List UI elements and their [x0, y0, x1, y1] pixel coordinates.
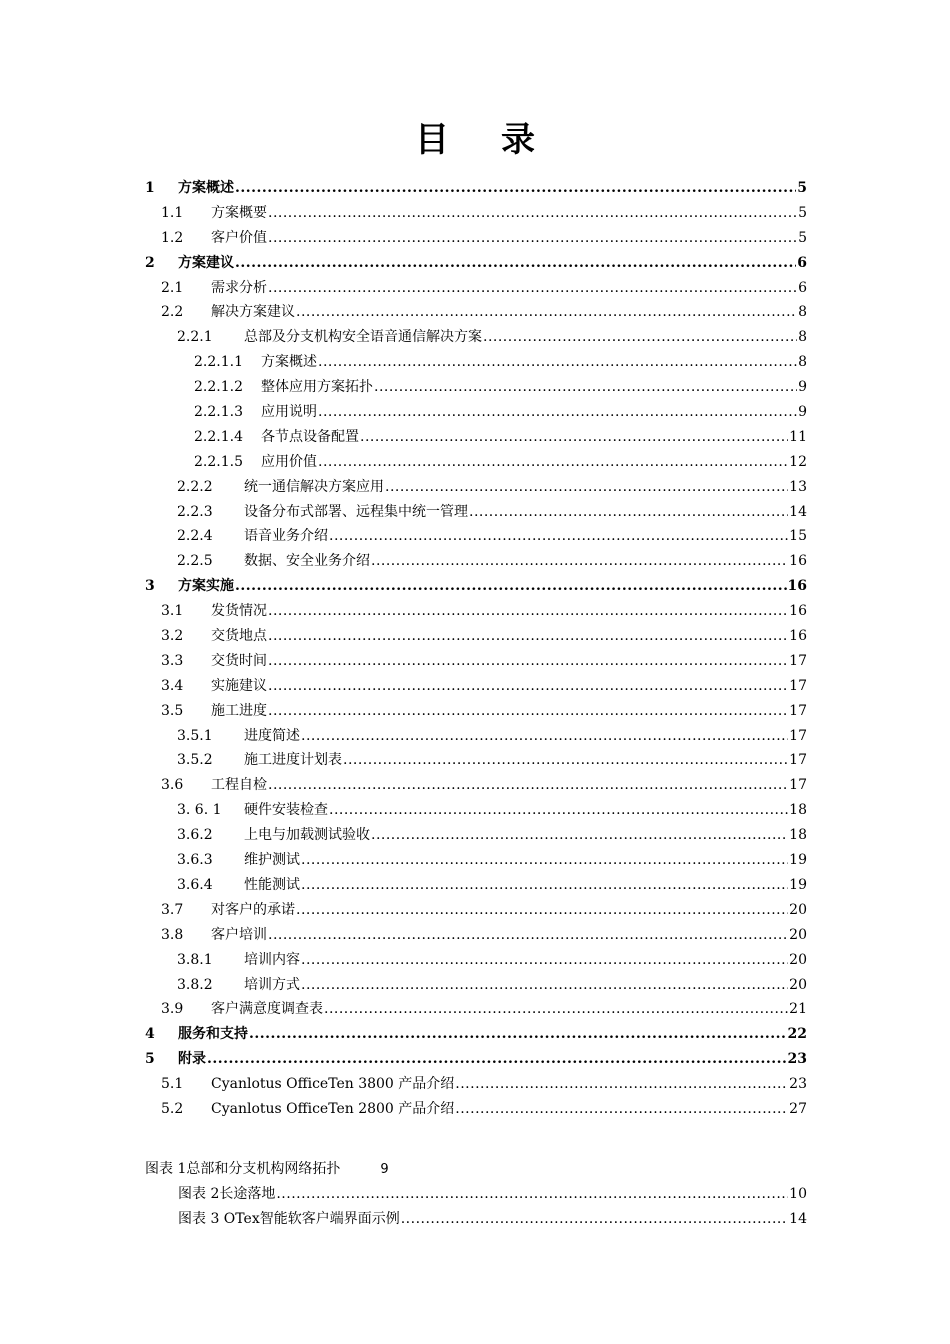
dot-leader [268, 773, 788, 798]
toc-page-number: 20 [789, 901, 807, 918]
toc-page-number: 23 [787, 1051, 807, 1068]
toc-section-number: 3.4 [161, 677, 184, 694]
toc-page-number: 19 [789, 852, 807, 869]
toc-section-number: 3.7 [161, 901, 184, 918]
toc-page-number: 16 [787, 578, 807, 595]
toc-section-number: 3.2 [161, 628, 184, 645]
toc-page-number: 16 [789, 553, 807, 570]
toc-entry[interactable] [145, 276, 807, 301]
toc-entry[interactable] [145, 500, 807, 525]
figure-caption: 图表 1总部和分支机构网络拓扑 [145, 1161, 341, 1177]
dot-leader [360, 425, 788, 450]
toc-section-title: 方案建议 [178, 254, 234, 271]
toc-entry[interactable] [145, 674, 807, 699]
toc-section-title: 整体应用方案拓扑 [261, 379, 373, 396]
toc-entry[interactable] [145, 475, 807, 500]
toc-page-number: 19 [789, 876, 807, 893]
toc-page-number: 27 [789, 1100, 807, 1117]
toc-page-number: 18 [789, 802, 807, 819]
toc-section-title: 方案实施 [178, 578, 234, 595]
dot-leader [268, 649, 788, 674]
figure-entry[interactable] [145, 1182, 807, 1207]
dot-leader [301, 873, 788, 898]
dot-leader [385, 475, 788, 500]
toc-page-number: 18 [789, 827, 807, 844]
toc-entry[interactable] [145, 450, 807, 475]
toc-section-title: 施工进度 [211, 702, 267, 719]
dot-leader [235, 176, 796, 201]
dot-leader [483, 325, 797, 350]
dot-leader [268, 201, 797, 226]
toc-entry[interactable] [145, 798, 807, 823]
toc-section-number: 2 [145, 254, 155, 271]
toc-section-number: 3.5.2 [177, 752, 213, 769]
toc-section-number: 3.6.4 [177, 876, 213, 893]
figure-entry[interactable] [145, 1157, 807, 1182]
dot-leader [318, 450, 788, 475]
toc-entry[interactable] [145, 375, 807, 400]
dot-leader [268, 624, 788, 649]
toc-page-number: 9 [798, 404, 807, 421]
toc-page-number: 8 [798, 354, 807, 371]
toc-section-number: 3.5 [161, 702, 184, 719]
toc-page-number: 17 [789, 652, 807, 669]
toc-section-number: 2.2 [161, 304, 184, 321]
toc-entry[interactable] [145, 748, 807, 773]
toc-entry[interactable] [145, 599, 807, 624]
page-title [0, 112, 950, 161]
toc-section-number: 2.2.1.2 [194, 379, 243, 396]
toc-section-title: 对客户的承诺 [211, 901, 295, 918]
dot-leader [301, 724, 788, 749]
toc-entry[interactable] [145, 226, 807, 251]
toc-section-title: 数据、安全业务介绍 [244, 553, 370, 570]
toc-entry[interactable] [145, 1097, 807, 1122]
toc-entry[interactable] [145, 251, 807, 276]
toc-page-number: 5 [798, 204, 807, 221]
toc-section-number: 3.5.1 [177, 727, 213, 744]
toc-entry[interactable] [145, 176, 807, 201]
toc-page-number: 5 [798, 229, 807, 246]
dot-leader [318, 400, 797, 425]
toc-page-number: 6 [798, 279, 807, 296]
toc-entry[interactable] [145, 923, 807, 948]
toc-entry[interactable] [145, 425, 807, 450]
toc-section-number: 2.2.1.5 [194, 453, 243, 470]
toc-page-number: 20 [789, 926, 807, 943]
toc-section-number: 3. 6. 1 [177, 802, 222, 819]
toc-entry[interactable] [145, 400, 807, 425]
toc-section-title: 服务和支持 [178, 1026, 248, 1043]
toc-section-number: 5 [145, 1051, 155, 1068]
toc-section-title: 方案概要 [211, 204, 267, 221]
figure-caption: 图表 3 OTex智能软客户端界面示例 [178, 1211, 400, 1227]
figure-caption: 图表 2长途落地 [178, 1186, 276, 1202]
dot-leader [329, 798, 788, 823]
toc-section-number: 1 [145, 180, 155, 196]
dot-leader [371, 549, 788, 574]
toc-entry[interactable] [145, 699, 807, 724]
toc-section-title: 施工进度计划表 [244, 752, 342, 769]
dot-leader [268, 599, 788, 624]
toc-section-title: 设备分布式部署、远程集中统一管理 [244, 503, 468, 520]
toc-entry[interactable] [145, 848, 807, 873]
toc-section-title: 客户满意度调查表 [211, 1001, 323, 1018]
toc-page-number: 20 [789, 976, 807, 993]
dot-leader [329, 524, 788, 549]
figure-list [145, 1157, 807, 1232]
toc-entry[interactable] [145, 549, 807, 574]
dot-leader [455, 1097, 788, 1122]
figure-page-number: 14 [789, 1211, 807, 1227]
dot-leader [235, 574, 787, 599]
toc-entry[interactable] [145, 773, 807, 798]
toc-section-number: 2.2.1.4 [194, 428, 243, 445]
dot-leader [207, 1047, 787, 1072]
toc-section-title: 附录 [178, 1051, 206, 1068]
toc-section-title: 硬件安装检查 [244, 802, 328, 819]
dot-leader [235, 251, 796, 276]
figure-page-number: 10 [789, 1186, 807, 1202]
toc-page-number: 8 [798, 329, 807, 346]
dot-leader [469, 500, 788, 525]
toc-page-number: 16 [789, 628, 807, 645]
toc-page-number: 16 [789, 603, 807, 620]
toc-page-number: 17 [789, 702, 807, 719]
toc-entry[interactable] [145, 350, 807, 375]
toc-entry[interactable] [145, 873, 807, 898]
toc-section-title: 语音业务介绍 [244, 528, 328, 545]
toc-section-number: 3.6 [161, 777, 184, 794]
figure-page-number: 9 [380, 1162, 389, 1177]
toc-entry[interactable] [145, 1072, 807, 1097]
toc-section-number: 2.2.2 [177, 478, 213, 495]
dot-leader [301, 973, 788, 998]
title-char-1: 目 [415, 120, 449, 160]
toc-section-number: 1.2 [161, 229, 184, 246]
toc-entry[interactable] [145, 724, 807, 749]
toc-page-number: 11 [789, 428, 807, 445]
dot-leader [268, 674, 788, 699]
toc-entry[interactable] [145, 973, 807, 998]
dot-leader [371, 823, 788, 848]
toc-page-number: 9 [798, 379, 807, 396]
toc-section-number: 2.2.1 [177, 329, 213, 346]
toc-section-title: 维护测试 [244, 852, 300, 869]
toc-page-number: 17 [789, 752, 807, 769]
figure-entry[interactable] [145, 1207, 807, 1232]
dot-leader [401, 1207, 788, 1232]
toc-entry[interactable] [145, 1022, 807, 1047]
dot-leader [268, 226, 797, 251]
toc-section-number: 2.1 [161, 279, 184, 296]
toc-section-title: 应用说明 [261, 404, 317, 421]
toc-entry[interactable] [145, 325, 807, 350]
toc-page-number: 12 [789, 453, 807, 470]
toc-page-number: 17 [789, 677, 807, 694]
dot-leader [249, 1022, 787, 1047]
toc-section-title: 工程自检 [211, 777, 267, 794]
toc-page-number: 14 [789, 503, 807, 520]
toc-section-number: 3.3 [161, 652, 184, 669]
toc-entry[interactable] [145, 300, 807, 325]
toc-page-number: 21 [789, 1001, 807, 1018]
toc-page-number: 22 [787, 1026, 807, 1043]
toc-page-number: 17 [789, 727, 807, 744]
toc-page-number: 8 [798, 304, 807, 321]
toc-section-number: 2.2.5 [177, 553, 213, 570]
dot-leader [296, 300, 797, 325]
toc-section-number: 3.9 [161, 1001, 184, 1018]
dot-leader [268, 923, 788, 948]
toc-section-number: 3.8.1 [177, 951, 213, 968]
toc-page-number: 13 [789, 478, 807, 495]
toc-section-title: 统一通信解决方案应用 [244, 478, 384, 495]
toc-section-number: 2.2.4 [177, 528, 213, 545]
dot-leader [296, 898, 788, 923]
toc-section-number: 2.2.1.3 [194, 404, 243, 421]
toc-section-title: 总部及分支机构安全语音通信解决方案 [244, 329, 482, 346]
table-of-contents [145, 176, 807, 1122]
toc-section-title: 方案概述 [178, 180, 234, 196]
toc-section-title: 客户培训 [211, 926, 267, 943]
toc-page-number: 6 [797, 254, 807, 271]
toc-section-title: 应用价值 [261, 453, 317, 470]
toc-section-title: Cyanlotus OfficeTen 3800 产品介绍 [211, 1076, 455, 1093]
toc-section-title: 实施建议 [211, 677, 267, 694]
toc-page-number: 17 [789, 777, 807, 794]
toc-section-title: 交货时间 [211, 652, 267, 669]
dot-leader [455, 1072, 788, 1097]
toc-section-title: 方案概述 [261, 354, 317, 371]
toc-entry[interactable] [145, 624, 807, 649]
toc-section-title: 上电与加载测试验收 [244, 827, 370, 844]
toc-section-number: 3.6.3 [177, 852, 213, 869]
toc-section-number: 4 [145, 1026, 155, 1043]
toc-section-title: Cyanlotus OfficeTen 2800 产品介绍 [211, 1100, 455, 1117]
dot-leader [268, 276, 797, 301]
toc-entry[interactable] [145, 948, 807, 973]
toc-section-title: 培训内容 [244, 951, 300, 968]
toc-entry[interactable] [145, 649, 807, 674]
toc-section-number: 3 [145, 578, 155, 595]
toc-page-number: 15 [789, 528, 807, 545]
dot-leader [374, 375, 797, 400]
dot-leader [324, 997, 788, 1022]
toc-section-title: 培训方式 [244, 976, 300, 993]
toc-entry[interactable] [145, 524, 807, 549]
toc-section-title: 需求分析 [211, 279, 267, 296]
dot-leader [343, 748, 788, 773]
toc-section-title: 交货地点 [211, 628, 267, 645]
toc-entry[interactable] [145, 574, 807, 599]
toc-section-number: 2.2.3 [177, 503, 213, 520]
dot-leader [301, 948, 788, 973]
dot-leader [318, 350, 797, 375]
toc-section-title: 客户价值 [211, 229, 267, 246]
toc-section-title: 解决方案建议 [211, 304, 295, 321]
toc-section-title: 性能测试 [244, 876, 300, 893]
toc-section-number: 3.8 [161, 926, 184, 943]
toc-page-number: 23 [789, 1076, 807, 1093]
toc-section-number: 2.2.1.1 [194, 354, 243, 371]
toc-section-title: 发货情况 [211, 603, 267, 620]
toc-entry[interactable] [145, 898, 807, 923]
toc-section-title: 进度简述 [244, 727, 300, 744]
toc-entry[interactable] [145, 201, 807, 226]
toc-section-number: 5.2 [161, 1100, 184, 1117]
toc-section-number: 3.1 [161, 603, 184, 620]
toc-page-number: 5 [797, 180, 807, 196]
toc-entry[interactable] [145, 823, 807, 848]
dot-leader [268, 699, 788, 724]
toc-section-title: 各节点设备配置 [261, 428, 359, 445]
dot-leader [301, 848, 788, 873]
toc-section-number: 5.1 [161, 1076, 184, 1093]
toc-entry[interactable] [145, 1047, 807, 1072]
toc-page-number: 20 [789, 951, 807, 968]
toc-section-number: 3.8.2 [177, 976, 213, 993]
title-char-2: 录 [501, 120, 535, 160]
dot-leader [276, 1182, 788, 1207]
toc-section-number: 3.6.2 [177, 827, 213, 844]
toc-section-number: 1.1 [161, 204, 184, 221]
toc-entry[interactable] [145, 997, 807, 1022]
